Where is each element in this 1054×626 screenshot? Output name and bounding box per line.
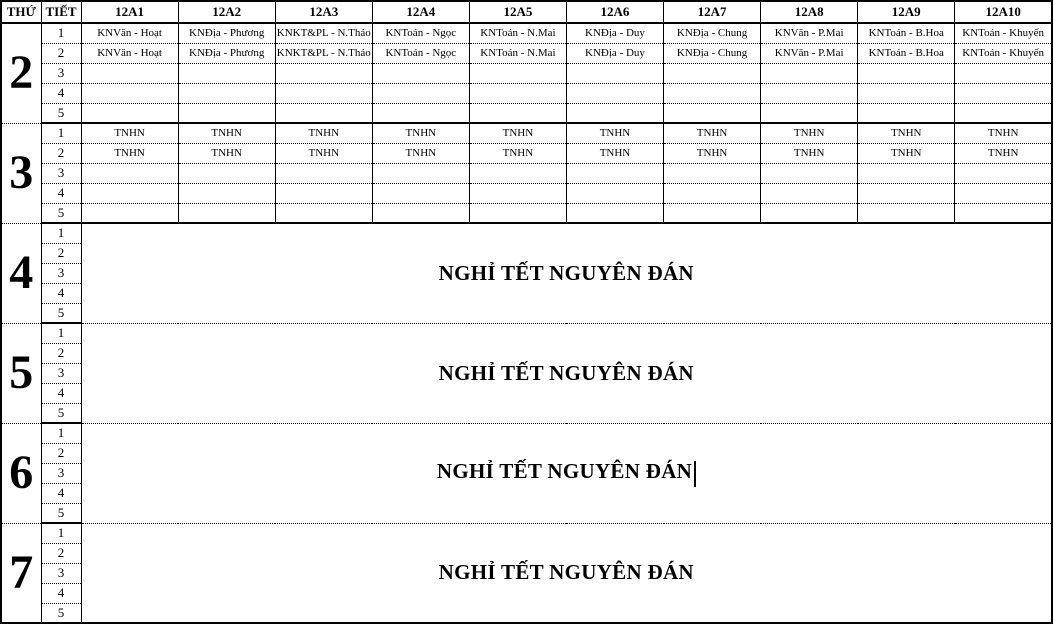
subject-cell-day3-p3-12a2[interactable] bbox=[178, 163, 275, 183]
day-cell-3[interactable]: 3 bbox=[1, 123, 41, 223]
subject-cell-day3-p2-12a9[interactable]: TNHN bbox=[858, 143, 955, 163]
subject-cell-day3-p5-12a1[interactable] bbox=[81, 203, 178, 223]
subject-cell-day2-p2-12a4[interactable]: KNToán - Ngọc bbox=[372, 43, 469, 63]
subject-cell-day3-p3-12a6[interactable] bbox=[566, 163, 663, 183]
subject-cell-day2-p3-12a9[interactable] bbox=[858, 63, 955, 83]
period-cell-day5-5[interactable]: 5 bbox=[41, 403, 81, 423]
subject-cell-day2-p3-12a10[interactable] bbox=[955, 63, 1052, 83]
period-row-day2-p3 bbox=[1, 63, 1052, 83]
period-cell-day4-1[interactable]: 1 bbox=[41, 223, 81, 243]
subject-cell-day3-p3-12a9[interactable] bbox=[858, 163, 955, 183]
subject-cell-day3-p1-12a2[interactable]: TNHN bbox=[178, 123, 275, 143]
subject-cell-day2-p2-12a7[interactable]: KNĐịa - Chung bbox=[664, 43, 761, 63]
timetable-body bbox=[1, 23, 1052, 623]
subject-cell-day3-p4-12a3[interactable] bbox=[275, 183, 372, 203]
period-row-day2-p5 bbox=[1, 103, 1052, 123]
subject-cell-day3-p3-12a7[interactable] bbox=[664, 163, 761, 183]
period-cell-day2-1[interactable]: 1 bbox=[41, 23, 81, 43]
holiday-cell-day7[interactable] bbox=[81, 523, 1052, 623]
subject-cell-day3-p5-12a5[interactable] bbox=[469, 203, 566, 223]
header-class-12a2[interactable]: 12A2 bbox=[178, 1, 275, 23]
period-cell-day7-1[interactable]: 1 bbox=[41, 523, 81, 543]
subject-cell-day2-p5-12a1[interactable] bbox=[81, 103, 178, 123]
subject-cell-day2-p1-12a7[interactable]: KNĐịa - Chung bbox=[664, 23, 761, 43]
period-cell-day2-4[interactable]: 4 bbox=[41, 83, 81, 103]
period-row-day5-p1 bbox=[1, 323, 1052, 343]
period-row-day3-p2 bbox=[1, 143, 1052, 163]
header-row bbox=[1, 1, 1052, 23]
subject-cell-day2-p3-12a8[interactable] bbox=[761, 63, 858, 83]
period-row-day7-p1 bbox=[1, 523, 1052, 543]
holiday-text: NGHỈ TẾT NGUYÊN ĐÁN bbox=[438, 360, 694, 385]
period-cell-day6-3[interactable]: 3 bbox=[41, 463, 81, 483]
subject-cell-day3-p3-12a5[interactable] bbox=[469, 163, 566, 183]
subject-cell-day3-p4-12a5[interactable] bbox=[469, 183, 566, 203]
subject-cell-day3-p2-12a2[interactable]: TNHN bbox=[178, 143, 275, 163]
header-class-12a10[interactable]: 12A10 bbox=[955, 1, 1052, 23]
period-row-day4-p1 bbox=[1, 223, 1052, 243]
period-row-day6-p1 bbox=[1, 423, 1052, 443]
period-cell-day2-3[interactable]: 3 bbox=[41, 63, 81, 83]
subject-cell-day3-p1-12a1[interactable]: TNHN bbox=[81, 123, 178, 143]
day-cell-2[interactable]: 2 bbox=[1, 23, 41, 123]
subject-cell-day2-p2-12a10[interactable]: KNToán - Khuyến bbox=[955, 43, 1052, 63]
text-caret bbox=[694, 461, 696, 487]
header-class-12a6[interactable]: 12A6 bbox=[566, 1, 663, 23]
day-cell-5[interactable]: 5 bbox=[1, 323, 41, 423]
subject-cell-day2-p2-12a9[interactable]: KNToán - B.Hoa bbox=[858, 43, 955, 63]
subject-cell-day2-p4-12a4[interactable] bbox=[372, 83, 469, 103]
subject-cell-day3-p4-12a7[interactable] bbox=[664, 183, 761, 203]
subject-cell-day3-p4-12a9[interactable] bbox=[858, 183, 955, 203]
header-class-12a8[interactable]: 12A8 bbox=[761, 1, 858, 23]
period-cell-day3-2[interactable]: 2 bbox=[41, 143, 81, 163]
period-cell-day3-3[interactable]: 3 bbox=[41, 163, 81, 183]
holiday-cell-day4[interactable] bbox=[81, 223, 1052, 323]
holiday-cell-day6[interactable] bbox=[81, 423, 1052, 523]
period-cell-day3-4[interactable]: 4 bbox=[41, 183, 81, 203]
subject-cell-day2-p5-12a7[interactable] bbox=[664, 103, 761, 123]
subject-cell-day2-p4-12a7[interactable] bbox=[664, 83, 761, 103]
subject-cell-day2-p3-12a3[interactable] bbox=[275, 63, 372, 83]
subject-cell-day2-p4-12a1[interactable] bbox=[81, 83, 178, 103]
subject-cell-day2-p5-12a8[interactable] bbox=[761, 103, 858, 123]
subject-cell-day2-p2-12a2[interactable]: KNĐịa - Phương bbox=[178, 43, 275, 63]
subject-cell-day3-p3-12a4[interactable] bbox=[372, 163, 469, 183]
subject-cell-day3-p1-12a6[interactable]: TNHN bbox=[566, 123, 663, 143]
subject-cell-day2-p2-12a6[interactable]: KNĐịa - Duy bbox=[566, 43, 663, 63]
subject-cell-day3-p1-12a7[interactable]: TNHN bbox=[664, 123, 761, 143]
period-row-day3-p5 bbox=[1, 203, 1052, 223]
period-row-day3-p4 bbox=[1, 183, 1052, 203]
subject-cell-day2-p3-12a6[interactable] bbox=[566, 63, 663, 83]
header-class-12a3[interactable]: 12A3 bbox=[275, 1, 372, 23]
subject-cell-day2-p1-12a1[interactable]: KNVăn - Hoạt bbox=[81, 23, 178, 43]
header-class-12a7[interactable]: 12A7 bbox=[664, 1, 761, 23]
subject-cell-day2-p3-12a4[interactable] bbox=[372, 63, 469, 83]
subject-cell-day2-p5-12a10[interactable] bbox=[955, 103, 1052, 123]
period-cell-day2-2[interactable]: 2 bbox=[41, 43, 81, 63]
subject-cell-day2-p1-12a8[interactable]: KNVăn - P.Mai bbox=[761, 23, 858, 43]
subject-cell-day2-p5-12a6[interactable] bbox=[566, 103, 663, 123]
subject-cell-day2-p1-12a5[interactable]: KNToán - N.Mai bbox=[469, 23, 566, 43]
header-class-12a9[interactable]: 12A9 bbox=[858, 1, 955, 23]
day-cell-6[interactable]: 6 bbox=[1, 423, 41, 523]
subject-cell-day3-p4-12a4[interactable] bbox=[372, 183, 469, 203]
period-cell-day5-1[interactable]: 1 bbox=[41, 323, 81, 343]
period-cell-day4-3[interactable]: 3 bbox=[41, 263, 81, 283]
subject-cell-day3-p1-12a3[interactable]: TNHN bbox=[275, 123, 372, 143]
period-row-day2-p4 bbox=[1, 83, 1052, 103]
subject-cell-day2-p1-12a4[interactable]: KNToán - Ngọc bbox=[372, 23, 469, 43]
subject-cell-day3-p5-12a4[interactable] bbox=[372, 203, 469, 223]
period-cell-day7-4[interactable]: 4 bbox=[41, 583, 81, 603]
subject-cell-day3-p1-12a10[interactable]: TNHN bbox=[955, 123, 1052, 143]
subject-cell-day3-p5-12a10[interactable] bbox=[955, 203, 1052, 223]
period-cell-day3-1[interactable]: 1 bbox=[41, 123, 81, 143]
subject-cell-day3-p2-12a8[interactable]: TNHN bbox=[761, 143, 858, 163]
subject-cell-day2-p4-12a2[interactable] bbox=[178, 83, 275, 103]
subject-cell-day2-p3-12a2[interactable] bbox=[178, 63, 275, 83]
subject-cell-day3-p2-12a3[interactable]: TNHN bbox=[275, 143, 372, 163]
subject-cell-day3-p1-12a4[interactable]: TNHN bbox=[372, 123, 469, 143]
header-class-12a1[interactable]: 12A1 bbox=[81, 1, 178, 23]
holiday-cell-day5[interactable] bbox=[81, 323, 1052, 423]
subject-cell-day3-p2-12a7[interactable]: TNHN bbox=[664, 143, 761, 163]
period-cell-day7-2[interactable]: 2 bbox=[41, 543, 81, 563]
subject-cell-day2-p1-12a6[interactable]: KNĐịa - Duy bbox=[566, 23, 663, 43]
subject-cell-day2-p2-12a3[interactable]: KNKT&PL - N.Thảo bbox=[275, 43, 372, 63]
day-cell-7[interactable]: 7 bbox=[1, 523, 41, 623]
period-cell-day5-4[interactable]: 4 bbox=[41, 383, 81, 403]
subject-cell-day3-p3-12a10[interactable] bbox=[955, 163, 1052, 183]
subject-cell-day3-p4-12a8[interactable] bbox=[761, 183, 858, 203]
header-day-col[interactable]: THỨ bbox=[1, 1, 41, 23]
subject-cell-day2-p2-12a1[interactable]: KNVăn - Hoạt bbox=[81, 43, 178, 63]
subject-cell-day2-p2-12a8[interactable]: KNVăn - P.Mai bbox=[761, 43, 858, 63]
period-cell-day6-2[interactable]: 2 bbox=[41, 443, 81, 463]
period-cell-day2-5[interactable]: 5 bbox=[41, 103, 81, 123]
header-period-col[interactable]: TIẾT bbox=[41, 1, 81, 23]
subject-cell-day2-p1-12a9[interactable]: KNToán - B.Hoa bbox=[858, 23, 955, 43]
subject-cell-day3-p2-12a5[interactable]: TNHN bbox=[469, 143, 566, 163]
period-cell-day7-5[interactable]: 5 bbox=[41, 603, 81, 623]
subject-cell-day3-p5-12a9[interactable] bbox=[858, 203, 955, 223]
subject-cell-day2-p5-12a9[interactable] bbox=[858, 103, 955, 123]
period-row-day3-p3 bbox=[1, 163, 1052, 183]
period-cell-day6-1[interactable]: 1 bbox=[41, 423, 81, 443]
subject-cell-day2-p3-12a7[interactable] bbox=[664, 63, 761, 83]
subject-cell-day3-p4-12a10[interactable] bbox=[955, 183, 1052, 203]
period-row-day3-p1 bbox=[1, 123, 1052, 143]
subject-cell-day2-p5-12a2[interactable] bbox=[178, 103, 275, 123]
subject-cell-day2-p4-12a3[interactable] bbox=[275, 83, 372, 103]
subject-cell-day2-p4-12a9[interactable] bbox=[858, 83, 955, 103]
subject-cell-day2-p2-12a5[interactable]: KNToán - N.Mai bbox=[469, 43, 566, 63]
subject-cell-day3-p5-12a3[interactable] bbox=[275, 203, 372, 223]
header-class-12a4[interactable]: 12A4 bbox=[372, 1, 469, 23]
subject-cell-day3-p2-12a1[interactable]: TNHN bbox=[81, 143, 178, 163]
holiday-text: NGHỈ TẾT NGUYÊN ĐÁN bbox=[436, 459, 693, 484]
period-cell-day6-4[interactable]: 4 bbox=[41, 483, 81, 503]
subject-cell-day2-p4-12a5[interactable] bbox=[469, 83, 566, 103]
period-cell-day6-5[interactable]: 5 bbox=[41, 503, 81, 523]
period-cell-day4-5[interactable]: 5 bbox=[41, 303, 81, 323]
period-cell-day4-4[interactable]: 4 bbox=[41, 283, 81, 303]
subject-cell-day2-p3-12a1[interactable] bbox=[81, 63, 178, 83]
subject-cell-day3-p4-12a6[interactable] bbox=[566, 183, 663, 203]
subject-cell-day3-p2-12a4[interactable]: TNHN bbox=[372, 143, 469, 163]
holiday-text: NGHỈ TẾT NGUYÊN ĐÁN bbox=[438, 560, 694, 585]
period-cell-day7-3[interactable]: 3 bbox=[41, 563, 81, 583]
subject-cell-day3-p1-12a5[interactable]: TNHN bbox=[469, 123, 566, 143]
subject-cell-day3-p1-12a8[interactable]: TNHN bbox=[761, 123, 858, 143]
subject-cell-day2-p5-12a4[interactable] bbox=[372, 103, 469, 123]
subject-cell-day3-p5-12a8[interactable] bbox=[761, 203, 858, 223]
subject-cell-day3-p2-12a10[interactable]: TNHN bbox=[955, 143, 1052, 163]
subject-cell-day3-p5-12a2[interactable] bbox=[178, 203, 275, 223]
subject-cell-day3-p3-12a3[interactable] bbox=[275, 163, 372, 183]
subject-cell-day2-p4-12a10[interactable] bbox=[955, 83, 1052, 103]
period-cell-day5-2[interactable]: 2 bbox=[41, 343, 81, 363]
subject-cell-day2-p3-12a5[interactable] bbox=[469, 63, 566, 83]
subject-cell-day3-p5-12a7[interactable] bbox=[664, 203, 761, 223]
subject-cell-day2-p5-12a3[interactable] bbox=[275, 103, 372, 123]
period-row-day2-p1 bbox=[1, 23, 1052, 43]
period-cell-day4-2[interactable]: 2 bbox=[41, 243, 81, 263]
subject-cell-day3-p1-12a9[interactable]: TNHN bbox=[858, 123, 955, 143]
subject-cell-day3-p3-12a1[interactable] bbox=[81, 163, 178, 183]
day-cell-4[interactable]: 4 bbox=[1, 223, 41, 323]
subject-cell-day2-p1-12a3[interactable]: KNKT&PL - N.Thảo bbox=[275, 23, 372, 43]
period-row-day2-p2 bbox=[1, 43, 1052, 63]
period-cell-day5-3[interactable]: 3 bbox=[41, 363, 81, 383]
subject-cell-day2-p5-12a5[interactable] bbox=[469, 103, 566, 123]
subject-cell-day3-p4-12a1[interactable] bbox=[81, 183, 178, 203]
subject-cell-day3-p3-12a8[interactable] bbox=[761, 163, 858, 183]
subject-cell-day3-p5-12a6[interactable] bbox=[566, 203, 663, 223]
subject-cell-day2-p1-12a10[interactable]: KNToán - Khuyến bbox=[955, 23, 1052, 43]
subject-cell-day3-p4-12a2[interactable] bbox=[178, 183, 275, 203]
subject-cell-day2-p4-12a6[interactable] bbox=[566, 83, 663, 103]
subject-cell-day2-p4-12a8[interactable] bbox=[761, 83, 858, 103]
holiday-text: NGHỈ TẾT NGUYÊN ĐÁN bbox=[438, 260, 694, 285]
subject-cell-day3-p2-12a6[interactable]: TNHN bbox=[566, 143, 663, 163]
subject-cell-day2-p1-12a2[interactable]: KNĐịa - Phương bbox=[178, 23, 275, 43]
period-cell-day3-5[interactable]: 5 bbox=[41, 203, 81, 223]
header-class-12a5[interactable]: 12A5 bbox=[469, 1, 566, 23]
